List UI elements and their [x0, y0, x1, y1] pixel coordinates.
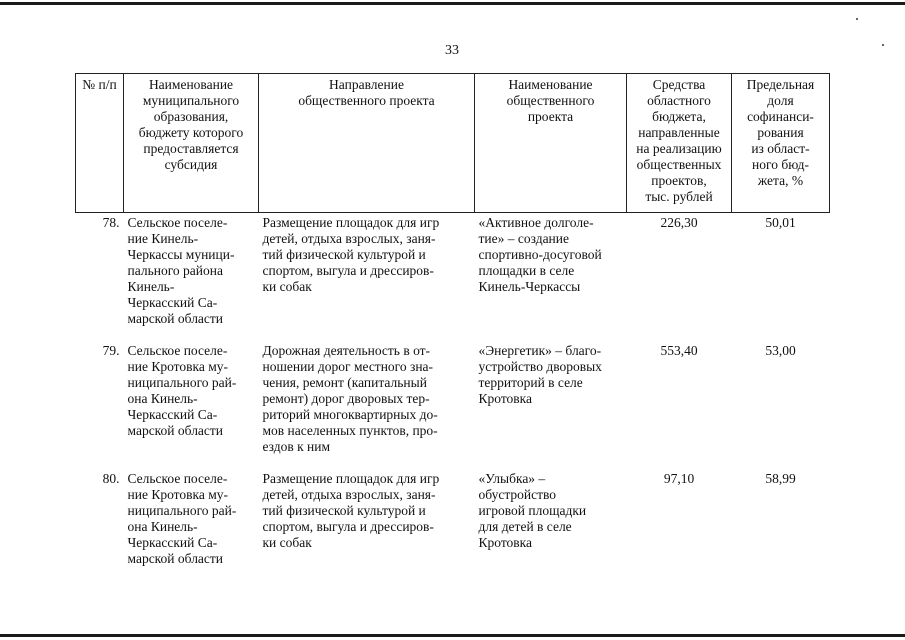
bottom-border-rule: [0, 634, 905, 637]
row-direction: Размещение площадок для игр детей, отдыха взрослых, заня- тий физической культурой и спортом, выгула и дрессиров- ки собак: [262, 215, 440, 294]
header-project-name: Наименование общественного проекта: [475, 74, 627, 213]
row-funds: 97,10: [663, 471, 695, 486]
row-share: 58,99: [765, 471, 796, 486]
row-direction: Размещение площадок для игр детей, отдыха взрослых, заня- тий физической культурой и спортом, выгула и дрессиров- ки собак: [262, 471, 440, 550]
row-municipality: Сельское поселе- ние Кинель- Черкассы муници- пального района Кинель- Черкасский Са- марской области: [127, 215, 235, 326]
table-row: [76, 213, 830, 344]
header-number: № п/п: [76, 74, 124, 213]
row-direction: Дорожная деятельность в от- ношении дорог местного зна- чения, ремонт (капитальный ремонт) дорог дворовых тер- риторий многоквартирных до- мов населенных пунктов, про- ездов к ним: [262, 343, 438, 454]
row-municipality: Сельское поселе- ние Кротовка му- ниципального рай- она Кинель- Черкасский Са- марской области: [127, 343, 237, 438]
row-number: 80.: [102, 471, 120, 486]
table-header-row: [76, 74, 830, 213]
row-municipality: Сельское поселе- ние Кротовка му- ниципального рай- она Кинель- Черкасский Са- марской области: [127, 471, 237, 566]
row-project-name: «Энергетик» – благо- устройство дворовых территорий в селе Кротовка: [478, 343, 602, 406]
header-municipality: Наименование муниципального образования, бюджету которого предоставляется субсидия: [124, 74, 259, 213]
row-share: 50,01: [765, 215, 796, 230]
subsidy-table: [75, 73, 830, 581]
header-regional-funds: Средства областного бюджета, направленные на реализацию общественных проектов, тыс. рублей: [627, 74, 732, 213]
table-row: [76, 343, 830, 471]
row-number: 78.: [102, 215, 120, 230]
row-project-name: «Активное долголе- тие» – создание спортивно-досуговой площадки в селе Кинель-Черкассы: [478, 215, 602, 294]
row-funds: 226,30: [660, 215, 698, 230]
page-number: 33: [445, 43, 459, 58]
row-funds: 553,40: [660, 343, 698, 358]
header-project-direction: Направление общественного проекта: [259, 74, 475, 213]
row-project-name: «Улыбка» – обустройство игровой площадки для детей в селе Кротовка: [478, 471, 587, 550]
row-number: 79.: [102, 343, 120, 358]
table-row: [76, 471, 830, 581]
header-cofinancing-share: Предельная доля софинанси- рования из област- ного бюд- жета, %: [732, 74, 830, 213]
row-share: 53,00: [765, 343, 796, 358]
top-border-rule: [0, 2, 905, 5]
scan-speck: [856, 18, 858, 20]
scan-speck: [882, 44, 884, 46]
